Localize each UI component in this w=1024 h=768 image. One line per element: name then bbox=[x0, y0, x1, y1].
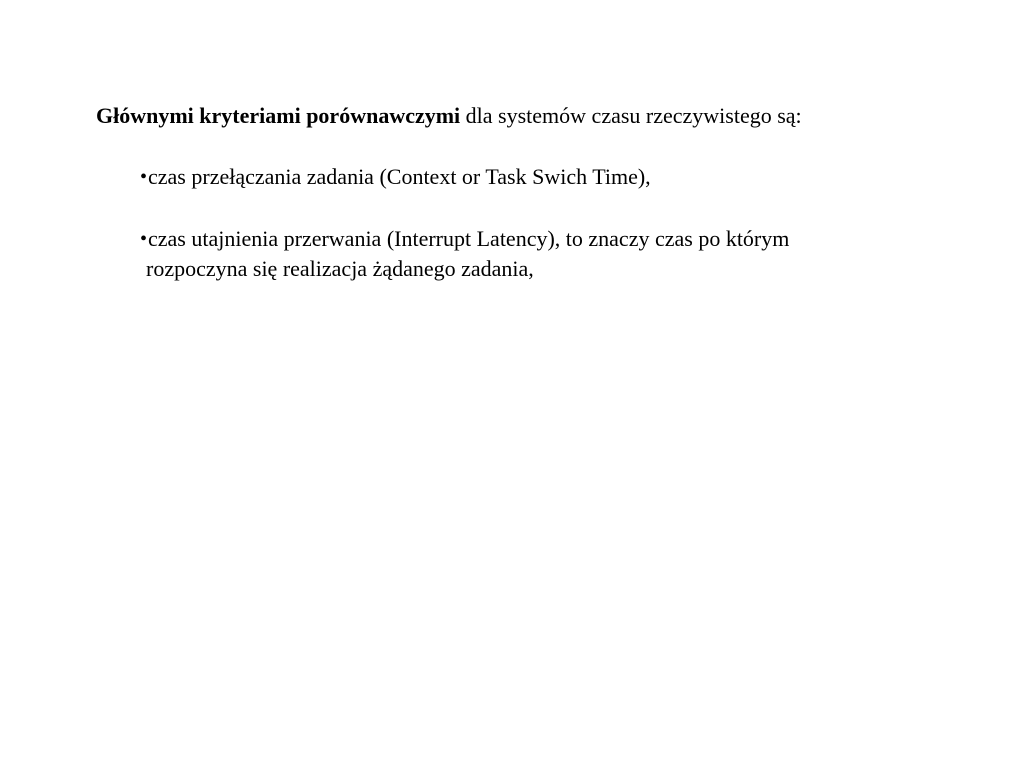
bullet-icon: • bbox=[140, 166, 148, 188]
list-item-context-switch bbox=[140, 162, 960, 192]
bullet-icon: • bbox=[140, 228, 148, 250]
list-item-text: czas utajnienia przerwania (Interrupt Latency), to znaczy czas po którym bbox=[148, 226, 790, 251]
intro-bold-phrase: Głównymi kryteriami porównawczymi bbox=[96, 103, 461, 128]
intro-sentence bbox=[96, 102, 976, 130]
intro-rest-text: dla systemów czasu rzeczywistego są: bbox=[460, 103, 802, 128]
list-item-text-continuation: rozpoczyna się realizacja żądanego zadania, bbox=[146, 256, 534, 281]
list-item-interrupt-latency bbox=[140, 224, 960, 284]
list-item-text: czas przełączania zadania (Context or Task Swich Time), bbox=[148, 164, 651, 189]
criteria-list bbox=[140, 162, 960, 316]
